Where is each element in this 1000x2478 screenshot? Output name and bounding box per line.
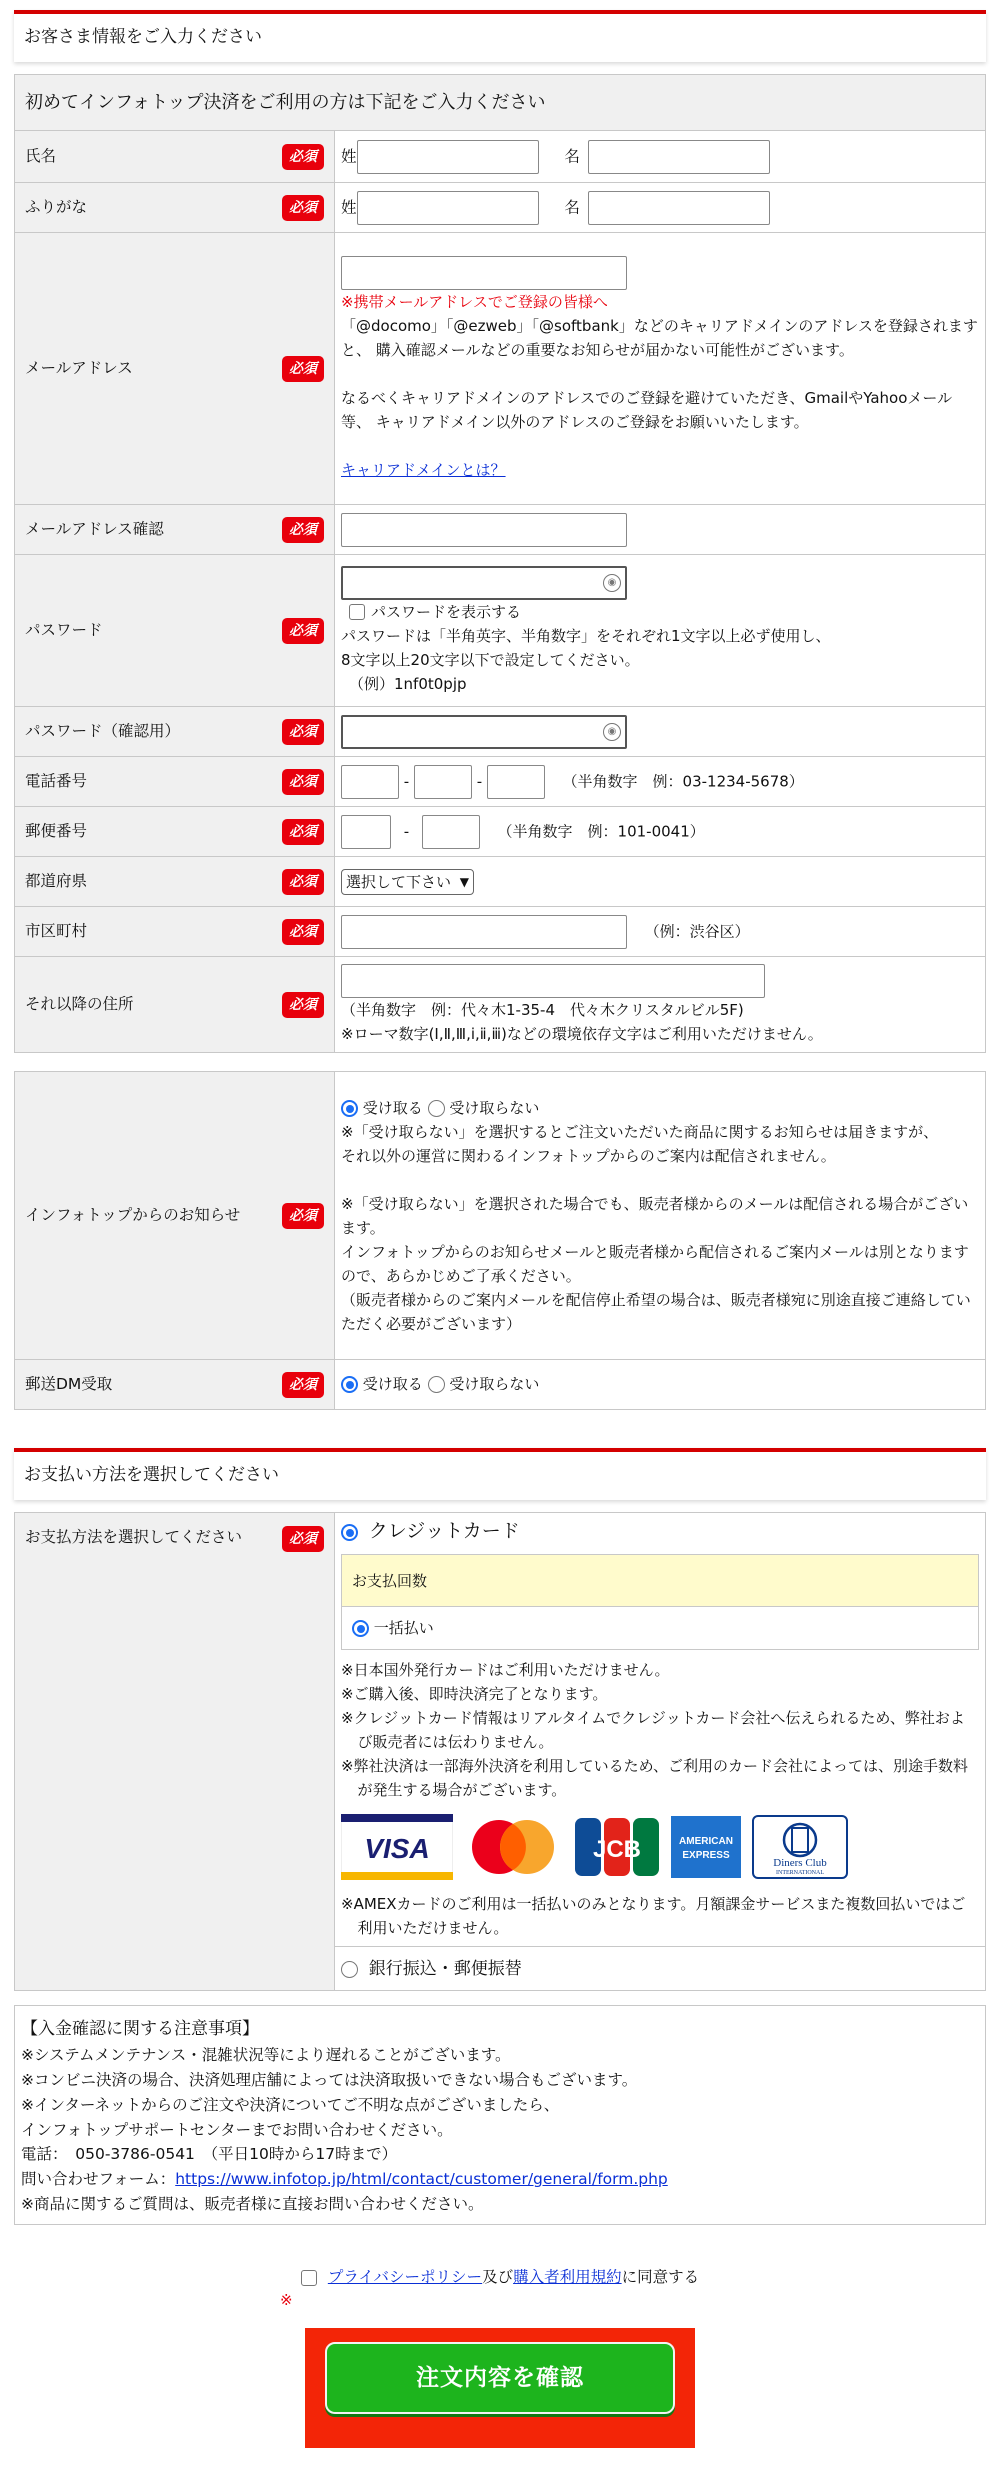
notify-form <box>14 1071 986 1410</box>
row-zip <box>15 807 986 857</box>
label-infotop-notice: インフォトップからのお知らせ <box>25 1206 241 1225</box>
dm-decline-radio[interactable] <box>428 1376 445 1393</box>
diners-logo <box>752 1814 848 1880</box>
section-heading-customer: お客さま情報をご入力ください <box>14 10 986 62</box>
row-name <box>15 131 986 183</box>
dm-receive-label: 受け取る <box>362 1374 423 1393</box>
payment-form <box>14 1512 986 1991</box>
row-infotop-notice <box>15 1072 986 1360</box>
notice-line: ※コンビニ決済の場合、決済処理店舗によっては決済取扱いできない場合もございます。 <box>21 2070 638 2089</box>
address-hint-1: （半角数字 例：代々木1-35-4 代々木クリスタルビル5F) <box>341 1000 744 1019</box>
confirm-button-frame <box>305 2328 695 2448</box>
label-password: パスワード <box>25 621 103 640</box>
password-note-1: パスワードは「半角英字、半角数字」をそれぞれ1文字以上必ず使用し、 <box>341 626 831 645</box>
infotop-note-1: ※「受け取らない」を選択するとご注文いただいた商品に関するお知らせは届きますが、 <box>341 1122 939 1141</box>
bank-transfer-radio[interactable] <box>341 1961 358 1978</box>
row-furigana <box>15 183 986 233</box>
agree-checkbox[interactable] <box>301 2270 317 2286</box>
jcb-text: JCB <box>592 1836 641 1863</box>
chevron-down-icon: ▼ <box>459 874 470 889</box>
label-address: それ以降の住所 <box>25 995 134 1014</box>
agree-required-mark: ※ <box>280 2291 293 2310</box>
bank-transfer-label: 銀行振込・郵便振替 <box>368 1959 522 1979</box>
label-furigana: ふりがな <box>25 198 88 217</box>
eye-icon[interactable]: ◉ <box>603 723 621 741</box>
credit-card-radio[interactable] <box>341 1524 358 1541</box>
address-hint-2: ※ローマ数字(Ⅰ,Ⅱ,Ⅲ,ⅰ,ⅱ,ⅲ)などの環境依存文字はご利用いただけません。 <box>341 1024 823 1043</box>
mei-label: 名 <box>564 198 580 216</box>
required-badge: 必須 <box>282 919 324 945</box>
diners-text-2: INTERNATIONAL <box>776 1870 825 1876</box>
password-confirm-input[interactable] <box>341 715 627 749</box>
notice-title: 【入金確認に関する注意事項】 <box>21 2019 259 2039</box>
notice-line: ※インターネットからのご注文や決済についてご不明な点がございましたら、 <box>21 2095 560 2114</box>
required-badge: 必須 <box>282 356 324 382</box>
notice-phone: 電話： 050-3786-0541 （平日10時から17時まで） <box>21 2145 398 2164</box>
dash: - <box>403 822 410 840</box>
carrier-domain-link[interactable]: キャリアドメインとは？ <box>341 460 506 479</box>
furigana-mei-input[interactable] <box>588 191 770 225</box>
payment-note: ※クレジットカード情報はリアルタイムでクレジットカード会社へ伝えられるため、弊社および販売者には伝わりません。 <box>341 1709 965 1751</box>
notice-line: ※商品に関するご質問は、販売者様に直接お問い合わせください。 <box>21 2194 484 2213</box>
label-email: メールアドレス <box>25 359 133 378</box>
row-email <box>15 233 986 505</box>
amex-text-2: EXPRESS <box>682 1850 730 1861</box>
amex-note: ※AMEXカードのご利用は一括払いのみとなります。月額課金サービスまた複数回払いではご利用いただけません。 <box>341 1895 966 1937</box>
zip-1-input[interactable] <box>341 815 391 849</box>
required-badge: 必須 <box>282 719 324 745</box>
city-input[interactable] <box>341 915 627 949</box>
email-input[interactable] <box>341 256 627 290</box>
infotop-note-4: インフォトップからのお知らせメールと販売者様から配信されるご案内メールは別となりますので、あらかじめご了承ください。 <box>341 1242 969 1285</box>
label-payment: お支払方法を選択してください <box>25 1528 243 1546</box>
credit-card-label: クレジットカード <box>368 1520 520 1542</box>
notice-form-label: 問い合わせフォーム： <box>21 2170 176 2189</box>
privacy-policy-link[interactable]: プライバシーポリシー <box>327 2268 483 2286</box>
and-text: 及び <box>482 2268 514 2286</box>
dm-receive-radio[interactable] <box>341 1376 358 1393</box>
email-confirm-input[interactable] <box>341 513 627 547</box>
lump-sum-label: 一括払い <box>373 1619 434 1637</box>
payment-note: ※日本国外発行カードはご利用いただけません。 <box>341 1661 670 1679</box>
payment-count-box <box>341 1554 979 1650</box>
city-hint: （例：渋谷区） <box>644 922 750 940</box>
lump-sum-radio[interactable] <box>352 1620 369 1637</box>
label-zip: 郵便番号 <box>25 822 88 841</box>
visa-logo <box>341 1814 453 1880</box>
prefecture-selected: 選択して下さい <box>346 872 452 891</box>
row-dm <box>15 1360 986 1410</box>
row-city <box>15 907 986 957</box>
email-note-2: なるべくキャリアドメインのアドレスでのご登録を避けていただき、GmailやYahooメール等、 キャリアドメイン以外のアドレスのご登録をお願いいたします。 <box>341 388 953 431</box>
dash: - <box>403 772 410 790</box>
payment-count-title: お支払回数 <box>342 1555 978 1607</box>
required-badge: 必須 <box>282 1526 324 1552</box>
infotop-decline-label: 受け取らない <box>449 1098 540 1117</box>
terms-link[interactable]: 購入者利用規約 <box>513 2268 622 2286</box>
required-badge: 必須 <box>282 1372 324 1398</box>
required-badge: 必須 <box>282 819 324 845</box>
customer-form <box>14 74 986 1053</box>
show-password-label: パスワードを表示する <box>371 602 522 621</box>
label-password-confirm: パスワード（確認用） <box>25 722 181 741</box>
notice-line: インフォトップサポートセンターまでお問い合わせください。 <box>21 2120 453 2139</box>
confirm-order-button[interactable]: 注文内容を確認 <box>325 2342 675 2414</box>
furigana-sei-input[interactable] <box>357 191 539 225</box>
dm-decline-label: 受け取らない <box>449 1374 540 1393</box>
dash: - <box>476 772 483 790</box>
notice-line: ※システムメンテナンス・混雑状況等により遅れることがございます。 <box>21 2046 511 2065</box>
row-email-confirm <box>15 505 986 555</box>
card-logos <box>341 1814 979 1888</box>
payment-note: ※ご購入後、即時決済完了となります。 <box>341 1685 608 1703</box>
address-input[interactable] <box>341 964 765 998</box>
eye-icon[interactable]: ◉ <box>603 574 621 592</box>
visa-text: VISA <box>364 1833 430 1864</box>
infotop-note-3: ※「受け取らない」を選択された場合でも、販売者様からのメールは配信される場合がございます。 <box>341 1194 969 1237</box>
password-note-2: 8文字以上20文字以下で設定してください。 <box>341 650 640 669</box>
agree-text: に同意する <box>621 2268 700 2286</box>
required-badge: 必須 <box>282 618 324 644</box>
zip-2-input[interactable] <box>422 815 480 849</box>
show-password-checkbox[interactable] <box>349 604 365 620</box>
label-city: 市区町村 <box>25 922 88 941</box>
amex-text-1: AMERICAN <box>679 1836 734 1847</box>
diners-text-1: Diners Club <box>773 1857 827 1869</box>
label-name: 氏名 <box>25 147 57 166</box>
name-sei-input[interactable] <box>357 140 539 174</box>
sei-label: 姓 <box>341 198 357 216</box>
password-note-3: （例）1nf0t0pjp <box>349 674 467 693</box>
required-badge: 必須 <box>282 992 324 1018</box>
row-password-confirm <box>15 707 986 757</box>
payment-notes <box>341 1658 979 1802</box>
phone-hint: （半角数字 例：03-1234-5678） <box>562 772 804 790</box>
section-heading-payment: お支払い方法を選択してください <box>14 1448 986 1500</box>
payment-notice <box>14 2005 986 2225</box>
email-note-1: 「@docomo」「@ezweb」「@softbank」などのキャリアドメインのアドレスを登録されますと、 購入確認メールなどの重要なお知らせが届かない可能性がございます。 <box>341 316 978 359</box>
zip-hint: （半角数字 例：101-0041） <box>497 822 705 840</box>
row-phone <box>15 757 986 807</box>
infotop-receive-radio[interactable] <box>341 1100 358 1117</box>
agreement-row <box>0 2265 1000 2289</box>
row-payment-method <box>15 1513 986 1991</box>
infotop-note-5: （販売者様からのご案内メールを配信停止希望の場合は、販売者様宛に別途直接ご連絡していただく必要がございます） <box>341 1290 971 1333</box>
label-email-confirm: メールアドレス確認 <box>25 520 164 539</box>
row-prefecture <box>15 857 986 907</box>
required-badge: 必須 <box>282 769 324 795</box>
contact-form-link[interactable]: https://www.infotop.jp/html/contact/customer/general/form.php <box>175 2170 668 2189</box>
required-badge: 必須 <box>282 869 324 895</box>
prefecture-select[interactable] <box>341 869 474 895</box>
phone-3-input[interactable] <box>487 765 545 799</box>
label-prefecture: 都道府県 <box>25 872 88 891</box>
name-mei-input[interactable] <box>588 140 770 174</box>
row-password <box>15 555 986 707</box>
jcb-logo <box>573 1814 661 1880</box>
label-phone: 電話番号 <box>25 772 88 791</box>
sei-label: 姓 <box>341 147 357 165</box>
infotop-decline-radio[interactable] <box>428 1100 445 1117</box>
required-badge: 必須 <box>282 1203 324 1229</box>
phone-2-input[interactable] <box>414 765 472 799</box>
infotop-note-2: それ以外の運営に関わるインフォトップからのご案内は配信されません。 <box>341 1146 836 1165</box>
mei-label: 名 <box>564 147 580 165</box>
amex-logo <box>670 1814 742 1880</box>
page <box>0 10 1000 2448</box>
infotop-receive-label: 受け取る <box>362 1098 423 1117</box>
mastercard-logo <box>463 1814 563 1880</box>
required-badge: 必須 <box>282 144 324 170</box>
required-badge: 必須 <box>282 517 324 543</box>
payment-note: ※弊社決済は一部海外決済を利用しているため、ご利用のカード会社によっては、別途手数料が発生する場合がございます。 <box>341 1757 968 1799</box>
phone-1-input[interactable] <box>341 765 399 799</box>
required-badge: 必須 <box>282 195 324 221</box>
label-dm: 郵送DM受取 <box>25 1375 113 1394</box>
password-input[interactable] <box>341 566 627 600</box>
form-intro: 初めてインフォトップ決済をご利用の方は下記をご入力ください <box>15 75 986 131</box>
email-warning: ※携帯メールアドレスでご登録の皆様へ <box>341 292 608 311</box>
row-address <box>15 957 986 1053</box>
